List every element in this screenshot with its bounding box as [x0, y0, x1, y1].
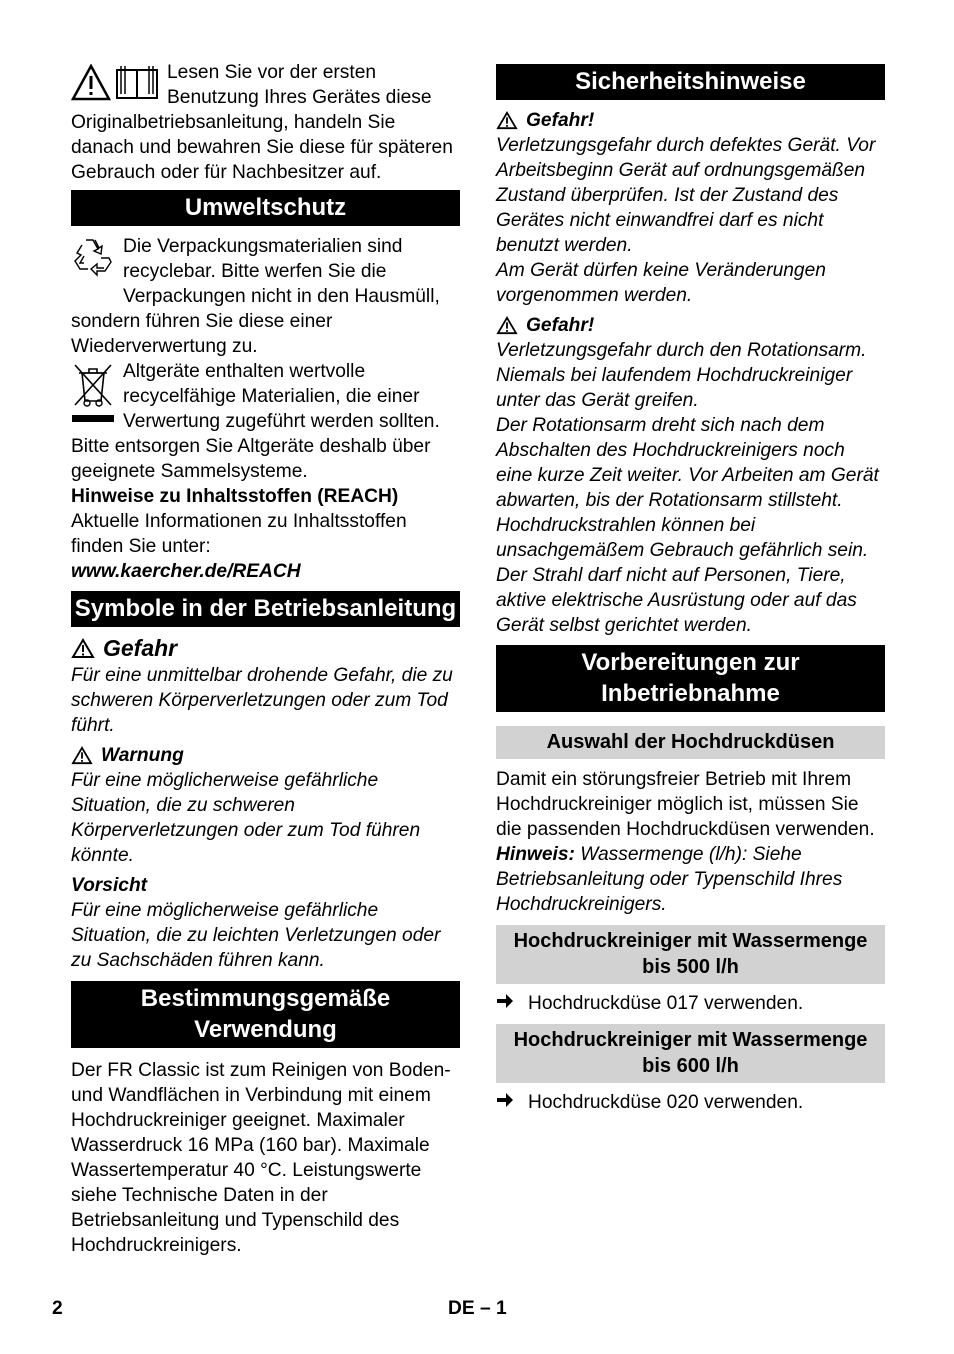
list-item	[496, 991, 885, 1016]
gefahr2-text1: Verletzungsgefahr durch den Rotationsarm. Niemals bei laufendem Hochdruckreiniger unter das Gerät greifen.	[496, 340, 867, 411]
heading-sicherheit: Sicherheitshinweise	[496, 64, 885, 100]
heading-bestimmung: Bestimmungsgemäße Verwendung	[71, 981, 460, 1048]
recycle-block	[71, 234, 460, 359]
gefahr2-label: Gefahr!	[496, 313, 885, 338]
symbol-vorsicht-text: Für eine möglicherweise gefährliche Situation, die zu leichten Verletzungen oder zu Sachschäden führen kann.	[71, 900, 441, 971]
heading-symbole: Symbole in der Betriebsanleitung	[71, 591, 460, 627]
reach-text: Aktuelle Informationen zu Inhaltsstoffen finden Sie unter:	[71, 511, 407, 557]
arrow-right-icon	[496, 991, 516, 1016]
recycle-text: Die Verpackungsmaterialien sind recyclebar. Bitte werfen Sie die Verpackungen nicht in den Hausmüll, sondern führen Sie diese einer Wiederverwertung zu.	[71, 236, 440, 357]
sub500-item: Hochdruckdüse 017 verwenden.	[528, 993, 804, 1014]
waste-text: Altgeräte enthalten wertvolle recycelfähige Materialien, die einer Verwertung zugeführt werden sollten. Bitte entsorgen Sie Altgeräte deshalb über geeignete Sammelsysteme.	[71, 361, 440, 482]
intro-text: Lesen Sie vor der ersten Benutzung Ihres Gerätes diese Originalbetriebsanleitung, handeln Sie danach und bewahren Sie diese für späteren Gebrauch oder für Nachbesitzer auf.	[71, 62, 453, 183]
symbol-warnung-text: Für eine möglicherweise gefährliche Situation, die zu schweren Körperverletzungen oder zum Tod führen könnte.	[71, 770, 421, 866]
heading-umweltschutz: Umweltschutz	[71, 190, 460, 226]
recycle-icon	[71, 236, 115, 285]
heading-sub500: Hochdruckreiniger mit Wassermenge bis 500 l/h	[496, 925, 885, 984]
symbol-gefahr-text: Für eine unmittelbar drohende Gefahr, die zu schweren Körperverletzungen oder zum Tod führt.	[71, 665, 453, 736]
warning-triangle-icon	[71, 746, 93, 765]
arrow-right-icon	[496, 1090, 516, 1115]
reach-link[interactable]: www.kaercher.de/REACH	[71, 561, 301, 582]
auswahl-text: Damit ein störungsfreier Betrieb mit Ihrem Hochdruckreiniger möglich ist, müssen Sie die passenden Hochdruckdüsen verwenden.	[496, 769, 875, 840]
gefahr1-text1: Verletzungsgefahr durch defektes Gerät. Vor Arbeitsbeginn Gerät auf ordnungsgemäßen Zustand überprüfen. Ist der Zustand des Gerätes nicht einwandfrei darf es nicht benutzt werden.	[496, 135, 876, 256]
gefahr2-text2: Der Rotationsarm dreht sich nach dem Abschalten des Hochdruckreinigers noch eine kurze Zeit weiter. Vor Arbeiten am Gerät abwarten, bis der Rotationsarm stillsteht.	[496, 415, 879, 511]
page-number: 2	[52, 1298, 63, 1319]
warning-triangle-icon	[496, 111, 518, 130]
gefahr1-label: Gefahr!	[496, 108, 885, 133]
crossed-bin-icon	[71, 361, 115, 434]
sub600-item: Hochdruckdüse 020 verwenden.	[528, 1092, 804, 1113]
page-label: DE – 1	[448, 1298, 507, 1319]
intro-block	[71, 60, 460, 185]
heading-auswahl: Auswahl der Hochdruckdüsen	[496, 726, 885, 759]
symbol-vorsicht-label: Vorsicht	[71, 875, 148, 896]
reach-heading: Hinweise zu Inhaltsstoffen (REACH)	[71, 486, 399, 507]
heading-sub600: Hochdruckreiniger mit Wassermenge bis 600 l/h	[496, 1024, 885, 1083]
waste-block	[71, 359, 460, 484]
hinweis-text: Wassermenge (l/h): Siehe Betriebsanleitung oder Typenschild Ihres Hochdruckreinigers.	[496, 844, 843, 915]
hinweis-label: Hinweis:	[496, 844, 575, 865]
left-column	[71, 60, 460, 1258]
right-column	[496, 60, 885, 1115]
warning-triangle-icon	[71, 638, 95, 659]
symbol-gefahr-label: Gefahr	[71, 633, 460, 663]
warning-triangle-icon	[496, 316, 518, 335]
heading-vorbereitung: Vorbereitungen zur Inbetriebnahme	[496, 645, 885, 712]
gefahr2-text3: Hochdruckstrahlen können bei unsachgemäßem Gebrauch gefährlich sein. Der Strahl darf nicht auf Personen, Tiere, aktive elektrische Ausrüstung oder auf das Gerät selbst gerichtet werden.	[496, 515, 869, 636]
bestimmung-text: Der FR Classic ist zum Reinigen von Boden- und Wandflächen in Verbindung mit einem Hochdruckreiniger geeignet. Maximaler Wasserdruck 16 MPa (160 bar). Maximale Wassertemperatur 40 °C. Leistungswerte siehe Technische Daten in der Betriebsanleitung und Typenschild des Hochdruckreinigers.	[71, 1060, 451, 1256]
warning-manual-icon	[71, 64, 159, 109]
list-item	[496, 1090, 885, 1115]
hinweis-paragraph	[496, 842, 885, 917]
gefahr1-text2: Am Gerät dürfen keine Veränderungen vorgenommen werden.	[496, 260, 826, 306]
symbol-warnung-label: Warnung	[71, 743, 460, 768]
